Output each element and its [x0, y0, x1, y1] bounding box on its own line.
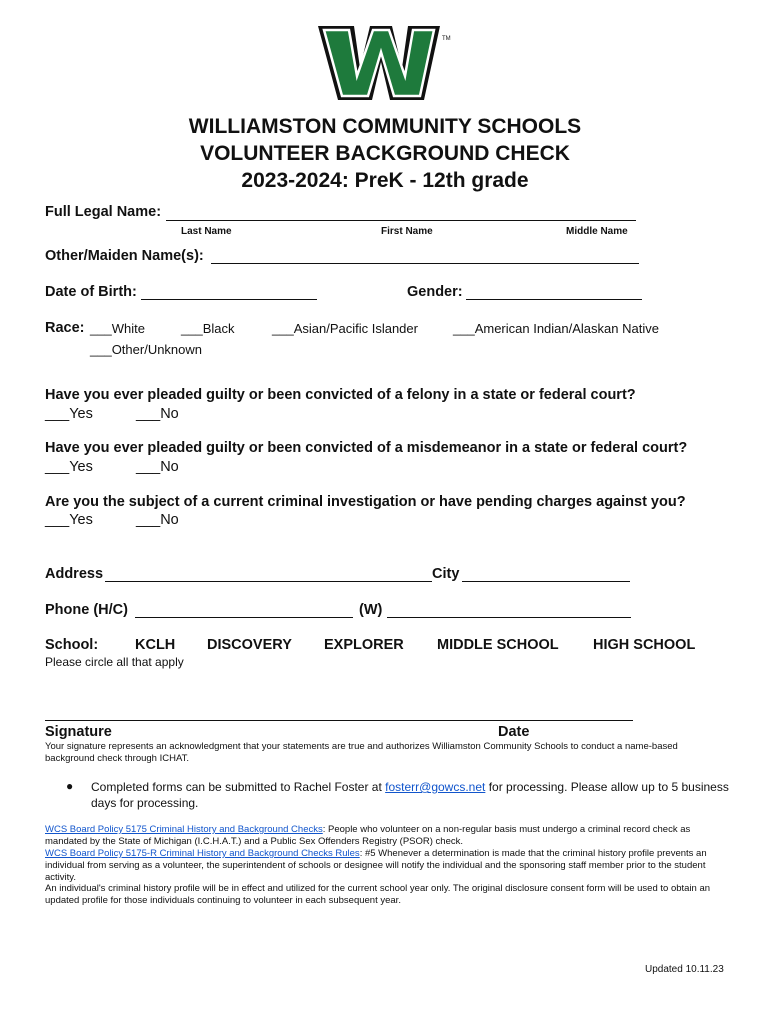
- misdemeanor-no[interactable]: ___No: [136, 459, 179, 475]
- race-label: Race:: [45, 320, 85, 336]
- question-misdemeanor: Have you ever pleaded guilty or been convicted of a misdemeanor in a state or federal court?: [45, 440, 688, 456]
- profile-text: An individual's criminal history profile will be in effect and utilized for the current school year only. The original disclosure consent form will be used to obtain an updated profile for those individuals continuing to volunteer in each subsequent year.: [45, 883, 711, 906]
- w-logo-icon: [316, 22, 446, 104]
- submission-email-link[interactable]: fosterr@gowcs.net: [385, 780, 486, 794]
- signature-label: Signature: [45, 724, 112, 740]
- dob-field[interactable]: [141, 299, 317, 300]
- address-field[interactable]: [105, 581, 432, 582]
- title-line-2: VOLUNTEER BACKGROUND CHECK: [200, 142, 570, 165]
- school-instruction: Please circle all that apply: [45, 655, 184, 669]
- gender-field[interactable]: [466, 299, 642, 300]
- school-option-kclh[interactable]: KCLH: [135, 637, 176, 653]
- question-investigation: Are you the subject of a current criminal investigation or have pending charges against you?: [45, 494, 686, 510]
- race-option-white[interactable]: ___White: [90, 321, 145, 336]
- first-name-caption: First Name: [381, 226, 433, 237]
- title-line-3: 2023-2024: PreK - 12th grade: [241, 169, 529, 192]
- policy-2: [45, 848, 725, 884]
- felony-no[interactable]: ___No: [136, 406, 179, 422]
- misdemeanor-yes[interactable]: ___Yes: [45, 459, 93, 475]
- trademark-mark: TM: [442, 36, 451, 42]
- middle-name-caption: Middle Name: [566, 226, 628, 237]
- submission-text: [91, 779, 731, 811]
- dob-label: Date of Birth:: [45, 284, 137, 300]
- school-option-explorer[interactable]: EXPLORER: [324, 637, 404, 653]
- question-felony: Have you ever pleaded guilty or been convicted of a felony in a state or federal court?: [45, 387, 636, 403]
- policy-1-text: : People who volunteer on a non-regular basis must undergo a criminal record check as mandated by the State of Michigan (I.C.H.A.T.) and a Public Sex Offenders Registry (PSOR) check.: [45, 824, 691, 847]
- race-option-asian[interactable]: ___Asian/Pacific Islander: [272, 321, 418, 336]
- phone-work-label: (W): [359, 602, 383, 618]
- school-label: School:: [45, 637, 99, 653]
- last-name-caption: Last Name: [181, 226, 232, 237]
- city-label: City: [432, 566, 460, 582]
- other-names-label: Other/Maiden Name(s):: [45, 248, 204, 264]
- date-label: Date: [498, 724, 530, 740]
- submission-before: Completed forms can be submitted to Rachel Foster at: [91, 780, 386, 794]
- full-legal-name-label: Full Legal Name:: [45, 204, 162, 220]
- updated-date: Updated 10.11.23: [645, 964, 724, 975]
- city-field[interactable]: [462, 581, 630, 582]
- investigation-no[interactable]: ___No: [136, 512, 179, 528]
- signature-field[interactable]: [45, 720, 633, 721]
- school-option-middle[interactable]: MIDDLE SCHOOL: [437, 637, 559, 653]
- school-option-discovery[interactable]: DISCOVERY: [207, 637, 292, 653]
- policy-2-text: : #5 Whenever a determination is made that the criminal history profile prevents an individual from serving as a volunteer, the superintendent of schools or designee will notify the individual and the sponsoring staff member prior to the student activity.: [45, 848, 707, 883]
- other-names-field[interactable]: [211, 263, 639, 264]
- phone-home-field[interactable]: [135, 617, 353, 618]
- felony-yes[interactable]: ___Yes: [45, 406, 93, 422]
- investigation-yes[interactable]: ___Yes: [45, 512, 93, 528]
- race-option-native[interactable]: ___American Indian/Alaskan Native: [453, 321, 659, 336]
- race-option-black[interactable]: ___Black: [181, 321, 235, 336]
- full-legal-name-field[interactable]: [166, 220, 636, 221]
- school-option-high[interactable]: HIGH SCHOOL: [593, 637, 696, 653]
- phone-work-field[interactable]: [387, 617, 631, 618]
- submission-after: for processing. Please allow up to 5 business days for processing.: [91, 780, 729, 810]
- policy-1: [45, 824, 725, 848]
- gender-label: Gender:: [407, 284, 463, 300]
- school-logo: [316, 22, 451, 104]
- acknowledgment-text: Your signature represents an acknowledgment that your statements are true and authorizes Williamston Community Schools to conduct a name-based background check through ICHAT.: [45, 741, 678, 764]
- phone-label: Phone (H/C): [45, 602, 128, 618]
- policy-2-link[interactable]: WCS Board Policy 5175-R Criminal History and Background Checks Rules: [45, 848, 360, 859]
- race-option-other[interactable]: ___Other/Unknown: [90, 342, 203, 357]
- address-label: Address: [45, 566, 104, 582]
- form-title: [0, 113, 770, 194]
- title-line-1: WILLIAMSTON COMMUNITY SCHOOLS: [188, 115, 582, 138]
- policy-1-link[interactable]: WCS Board Policy 5175 Criminal History and Background Checks: [45, 824, 323, 835]
- submission-bullet: ●: [66, 779, 74, 793]
